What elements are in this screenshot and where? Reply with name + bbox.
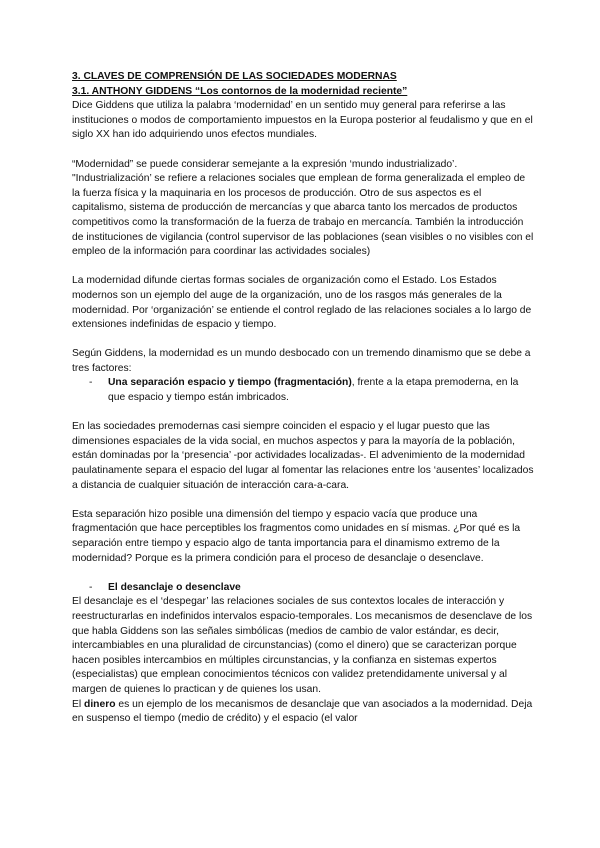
paragraph-8-pre: El [72,698,85,710]
bullet-2-bold: El desanclaje o desenclave [108,581,241,593]
bullet-1-text: , frente a la etapa premoderna, en la que espacio y tiempo están imbricados. [108,377,519,404]
paragraph-8-bold: dinero [84,698,116,710]
paragraph-7: El desanclaje es el ‘despegar’ las relaciones sociales de sus contextos locales de interacción y reestructurarlas en indefinidos intervalos espacio-temporales. Los mecanismos de desenclave de los que habla Giddens son las señales simbólicas (medios de cambio de valor estándar, es decir, intercambiables en una pluralidad de circunstancias) (como el dinero) que se caracterizan porque hacen posibles intercambios en múltiples circunstancias, y la confianza en sistemas expertos (especialistas) que emplean conocimientos técnicos con validez pretendidamente universal y al margen de quienes lo practican y de quienes los usan. [72,596,533,695]
paragraph-8 [72,698,534,727]
dash-bullet: - [89,581,93,593]
paragraph-1: Dice Giddens que utiliza la palabra ‘modernidad’ en un sentido muy general para referirse a las instituciones o modos de comportamiento impuestos en la Europa posterior al feudalismo y que en el siglo XX han ido adquiriendo unos efectos mundiales. [72,100,533,141]
paragraph-8-text: es un ejemplo de los mecanismos de desanclaje que van asociados a la modernidad. Deja en suspenso el tiempo (medio de crédito) y el espacio (el valor [72,698,533,725]
paragraph-4: Según Giddens, la modernidad es un mundo desbocado con un tremendo dinamismo que se debe a tres factores: [72,348,531,374]
bullet-item-2 [72,581,534,596]
section-heading: 3. CLAVES DE COMPRENSIÓN DE LAS SOCIEDADES MODERNAS [72,71,397,82]
document-page [72,70,534,727]
bullet-1-bold: Una separación espacio y tiempo (fragmentación) [108,377,352,389]
dash-bullet: - [89,377,93,389]
subsection-heading: 3.1. ANTHONY GIDDENS “Los contornos de la modernidad reciente” [72,85,408,97]
paragraph-2: “Modernidad” se puede considerar semejante a la expresión ‘mundo industrializado’. "Industrialización’ se refiere a relaciones sociales que emplean de forma generalizada el empleo de la fuerza física y la maquinaria en los procesos de producción. Otro de sus aspectos es el capitalismo, sistema de producción de mercancías y que abarca tanto los mercados de productos competitivos como la transformación de la fuerza de trabajo en mercancía. También la introducción de instituciones de vigilancia (control supervisor de las poblaciones (sean visibles o no visibles con el empleo de la información para coordinar las actividades sociales) [72,158,534,258]
bullet-item-1 [72,376,534,405]
paragraph-5: En las sociedades premodernas casi siempre coinciden el espacio y el lugar puesto que las dimensiones espaciales de la vida social, en muchos aspectos y para la mayoría de la población, están dominadas por la ‘presencia’ -por actividades localizadas-. El advenimiento de la modernidad paulatinamente separa el espacio del lugar al fomentar las relaciones entre los ‘ausentes’ localizados a distancia de cualquier situación de interacción cara-a-cara. [72,421,534,491]
paragraph-6: Esta separación hizo posible una dimensión del tiempo y espacio vacía que produce una fragmentación que hace perceptibles los fragmentos como unidades en sí mismas. ¿Por qué es la separación entre tiempo y espacio algo de tanta importancia para el dinamismo extremo de la modernidad? Porque es la primera condición para el proceso de desanclaje o desenclave. [72,508,521,564]
paragraph-3: La modernidad difunde ciertas formas sociales de organización como el Estado. Los Estados modernos son un ejemplo del auge de la organización, uno de los rasgos más generales de la modernidad. Por ‘organización’ se entiende el control reglado de las relaciones sociales a lo largo de extensiones indefinidas de espacio y tiempo. [72,275,532,331]
